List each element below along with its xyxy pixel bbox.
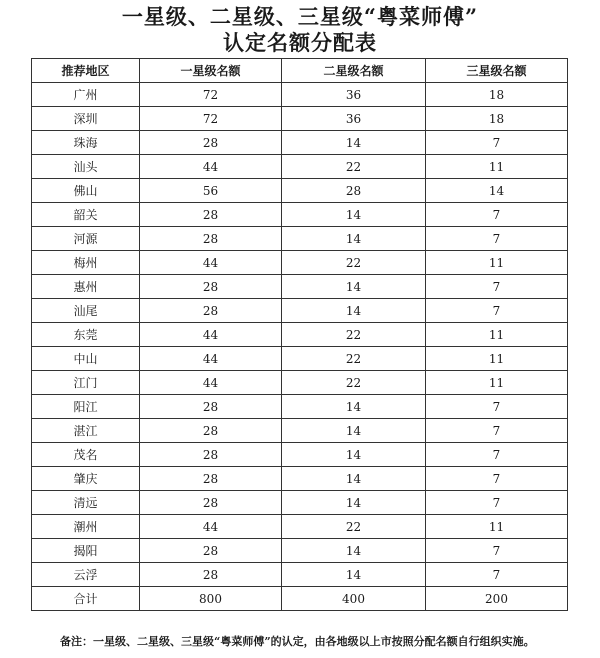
one-star-cell: 28: [140, 419, 282, 443]
one-star-cell: 28: [140, 131, 282, 155]
table-header-row: [32, 59, 568, 83]
two-star-cell: 14: [282, 467, 426, 491]
table-body: [32, 83, 568, 611]
table-row: [32, 563, 568, 587]
region-cell: 云浮: [32, 563, 140, 587]
three-star-cell: 7: [426, 395, 568, 419]
two-star-cell: 14: [282, 299, 426, 323]
region-cell: 梅州: [32, 251, 140, 275]
table-row: [32, 227, 568, 251]
table-row: [32, 347, 568, 371]
three-star-cell: 7: [426, 563, 568, 587]
two-star-cell: 22: [282, 347, 426, 371]
three-star-cell: 11: [426, 371, 568, 395]
three-star-cell: 7: [426, 299, 568, 323]
two-star-cell: 36: [282, 83, 426, 107]
two-star-cell: 14: [282, 539, 426, 563]
one-star-cell: 72: [140, 107, 282, 131]
one-star-cell: 44: [140, 347, 282, 371]
one-star-cell: 28: [140, 563, 282, 587]
table-row: [32, 491, 568, 515]
footnote: 备注：一星级、二星级、三星级“粤菜师傅”的认定，由各地级以上市按照分配名额自行组织实施。: [60, 635, 535, 648]
table-row: [32, 395, 568, 419]
three-star-cell: 7: [426, 491, 568, 515]
two-star-cell: 22: [282, 371, 426, 395]
one-star-cell: 28: [140, 299, 282, 323]
one-star-cell: 28: [140, 467, 282, 491]
one-star-cell: 44: [140, 323, 282, 347]
two-star-cell: 28: [282, 179, 426, 203]
table-row: [32, 179, 568, 203]
two-star-cell: 14: [282, 491, 426, 515]
table-row: [32, 155, 568, 179]
two-star-cell: 14: [282, 131, 426, 155]
three-star-cell: 7: [426, 539, 568, 563]
region-cell: 东莞: [32, 323, 140, 347]
table-row: [32, 587, 568, 611]
three-star-cell: 11: [426, 323, 568, 347]
two-star-cell: 14: [282, 395, 426, 419]
two-star-cell: 14: [282, 419, 426, 443]
two-star-cell: 22: [282, 251, 426, 275]
region-cell: 茂名: [32, 443, 140, 467]
two-star-cell: 22: [282, 155, 426, 179]
one-star-cell: 56: [140, 179, 282, 203]
one-star-cell: 28: [140, 491, 282, 515]
table-row: [32, 203, 568, 227]
region-cell: 惠州: [32, 275, 140, 299]
one-star-cell: 44: [140, 515, 282, 539]
three-star-cell: 11: [426, 251, 568, 275]
three-star-cell: 18: [426, 107, 568, 131]
one-star-cell: 28: [140, 275, 282, 299]
table-row: [32, 323, 568, 347]
one-star-cell: 44: [140, 371, 282, 395]
two-star-cell: 14: [282, 203, 426, 227]
region-cell: 珠海: [32, 131, 140, 155]
two-star-cell: 22: [282, 515, 426, 539]
three-star-cell: 7: [426, 131, 568, 155]
region-cell: 河源: [32, 227, 140, 251]
title-line-2: 认定名额分配表: [223, 30, 377, 55]
one-star-cell: 28: [140, 203, 282, 227]
table-row: [32, 83, 568, 107]
region-cell: 深圳: [32, 107, 140, 131]
table-row: [32, 371, 568, 395]
region-cell: 阳江: [32, 395, 140, 419]
region-cell: 湛江: [32, 419, 140, 443]
three-star-cell: 11: [426, 155, 568, 179]
header-one-star: 一星级名额: [140, 59, 282, 83]
header-two-star: 二星级名额: [282, 59, 426, 83]
two-star-cell: 14: [282, 563, 426, 587]
table-row: [32, 251, 568, 275]
three-star-cell: 7: [426, 227, 568, 251]
table-row: [32, 443, 568, 467]
table-row: [32, 467, 568, 491]
three-star-cell: 18: [426, 83, 568, 107]
table-row: [32, 299, 568, 323]
table-row: [32, 107, 568, 131]
region-cell: 汕尾: [32, 299, 140, 323]
quota-table: [31, 58, 568, 611]
region-cell: 潮州: [32, 515, 140, 539]
one-star-cell: 44: [140, 251, 282, 275]
region-cell: 江门: [32, 371, 140, 395]
three-star-cell: 7: [426, 467, 568, 491]
region-cell: 肇庆: [32, 467, 140, 491]
three-star-cell: 7: [426, 203, 568, 227]
two-star-cell: 36: [282, 107, 426, 131]
three-star-cell: 11: [426, 515, 568, 539]
region-cell: 佛山: [32, 179, 140, 203]
three-star-cell: 7: [426, 443, 568, 467]
table-row: [32, 275, 568, 299]
region-cell: 广州: [32, 83, 140, 107]
region-cell: 清远: [32, 491, 140, 515]
two-star-cell: 22: [282, 323, 426, 347]
three-star-cell: 7: [426, 275, 568, 299]
table-row: [32, 419, 568, 443]
two-star-cell: 14: [282, 227, 426, 251]
region-cell: 中山: [32, 347, 140, 371]
header-three-star: 三星级名额: [426, 59, 568, 83]
table-row: [32, 515, 568, 539]
region-cell: 合计: [32, 587, 140, 611]
region-cell: 汕头: [32, 155, 140, 179]
two-star-cell: 400: [282, 587, 426, 611]
table-row: [32, 131, 568, 155]
region-cell: 揭阳: [32, 539, 140, 563]
three-star-cell: 14: [426, 179, 568, 203]
three-star-cell: 200: [426, 587, 568, 611]
two-star-cell: 14: [282, 443, 426, 467]
one-star-cell: 28: [140, 443, 282, 467]
region-cell: 韶关: [32, 203, 140, 227]
one-star-cell: 800: [140, 587, 282, 611]
two-star-cell: 14: [282, 275, 426, 299]
one-star-cell: 28: [140, 539, 282, 563]
one-star-cell: 44: [140, 155, 282, 179]
header-region: 推荐地区: [32, 59, 140, 83]
table-row: [32, 539, 568, 563]
one-star-cell: 28: [140, 395, 282, 419]
three-star-cell: 11: [426, 347, 568, 371]
three-star-cell: 7: [426, 419, 568, 443]
one-star-cell: 72: [140, 83, 282, 107]
one-star-cell: 28: [140, 227, 282, 251]
title-line-1: 一星级、二星级、三星级“粤菜师傅”: [121, 4, 479, 29]
